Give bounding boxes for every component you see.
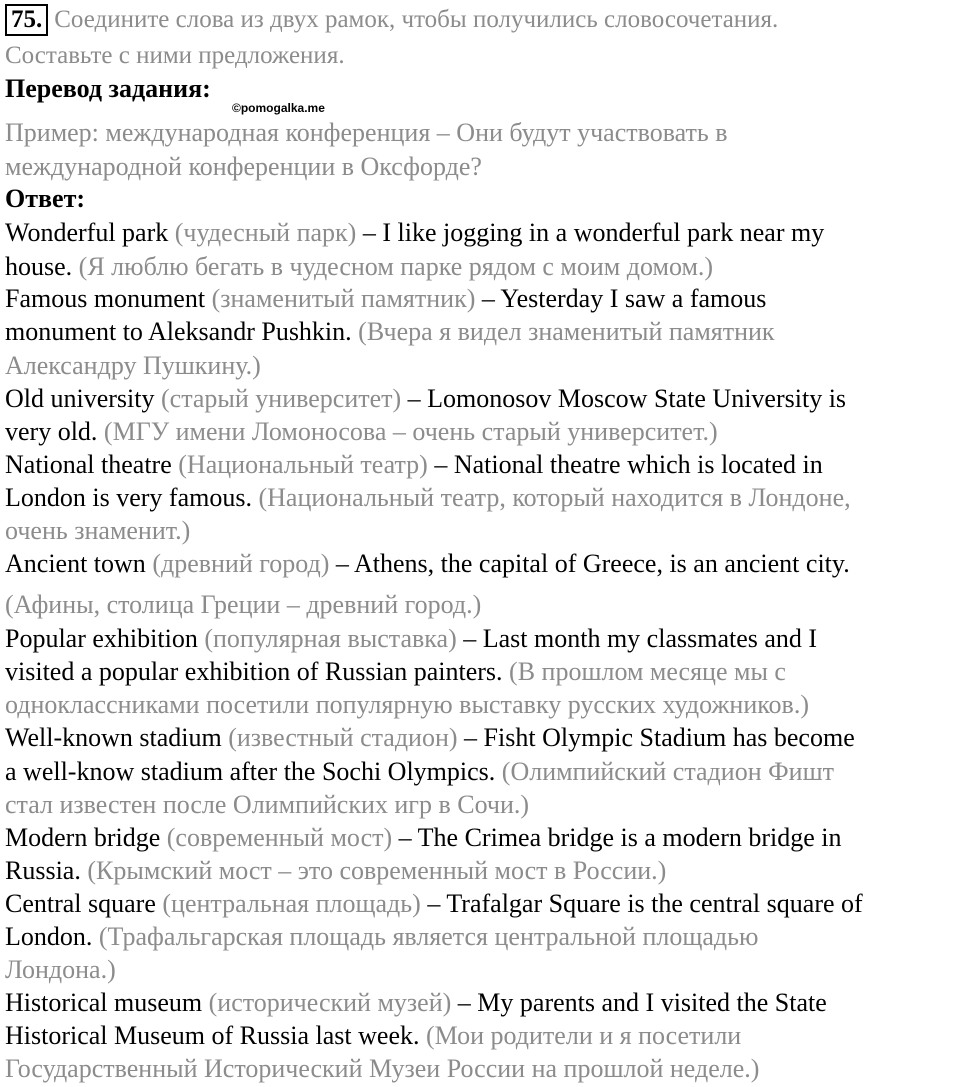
answer-4-line-2 (5, 482, 851, 514)
sentence-en: very old. (5, 417, 98, 446)
answer-1-line-1 (5, 217, 824, 249)
answer-4-line-3: очень знаменит.) (5, 516, 191, 545)
answer-9-line-1 (5, 888, 863, 920)
sentence-en: – Lomonosov Moscow State University is (407, 384, 847, 413)
task-text: Соедините слова из двух рамок, чтобы получились словосочетания. (54, 6, 779, 33)
sentence-en: a well-know stadium after the Sochi Olympics. (5, 757, 496, 786)
sentence-en: – Yesterday I saw a famous (481, 284, 767, 313)
phrase-en: Historical museum (5, 988, 203, 1017)
answer-6-line-1 (5, 623, 817, 655)
answer-1-line-2 (5, 251, 713, 283)
answer-3-line-2 (5, 416, 718, 448)
phrase-ru: (старый университет) (161, 384, 402, 413)
example-line-2: международной конференции в Оксфорде? (5, 152, 482, 181)
answer-9-line-2 (5, 921, 758, 953)
sentence-en: – The Crimea bridge is a modern bridge in (398, 823, 842, 852)
phrase-ru: (исторический музей) (208, 988, 452, 1017)
sentence-ru: (МГУ имени Ломоносова – очень старый университет.) (103, 417, 718, 446)
example-line-1: Пример: международная конференция – Они будут участвовать в (5, 118, 728, 147)
sentence-ru: (В прошлом месяце мы с (509, 657, 786, 686)
phrase-en: National theatre (5, 450, 172, 479)
phrase-en: Popular exhibition (5, 624, 198, 653)
task-line-1 (5, 4, 778, 36)
phrase-en: Old university (5, 384, 155, 413)
answer-10-line-3: Государственный Исторический Музеи России на прошлой неделе.) (5, 1054, 760, 1083)
answer-5-line-2: (Афины, столица Греции – древний город.) (5, 590, 482, 619)
task-line-2: Составьте с ними предложения. (5, 42, 345, 69)
sentence-ru: (Мои родители и я посетили (426, 1021, 742, 1050)
watermark: ©pomogalka.me (232, 101, 325, 115)
sentence-en: Russia. (5, 856, 81, 885)
sentence-ru: (Трафальгарская площадь является центральной площадью (98, 922, 759, 951)
answer-7-line-3: стал известен после Олимпийских игр в Сочи.) (5, 790, 530, 819)
answer-3-line-1 (5, 383, 846, 415)
sentence-en: Historical Museum of Russia last week. (5, 1021, 420, 1050)
answer-10-line-1 (5, 987, 827, 1019)
sentence-en: – Trafalgar Square is the central square of (427, 889, 863, 918)
sentence-en: visited a popular exhibition of Russian painters. (5, 657, 503, 686)
sentence-en: – National theatre which is located in (434, 450, 823, 479)
phrase-ru: (центральная площадь) (162, 889, 421, 918)
answer-7-line-2 (5, 756, 834, 788)
phrase-en: Ancient town (5, 549, 146, 578)
phrase-en: Central square (5, 889, 156, 918)
phrase-en: Modern bridge (5, 823, 161, 852)
answer-5-line-1 (5, 548, 850, 580)
sentence-en: – My parents and I visited the State (457, 988, 827, 1017)
sentence-ru: (Вчера я видел знаменитый памятник (358, 317, 775, 346)
phrase-ru: (чудесный парк) (174, 218, 357, 247)
phrase-ru: (современный мост) (166, 823, 393, 852)
answer-heading: Ответ: (5, 184, 86, 213)
phrase-ru: (Национальный театр) (178, 450, 428, 479)
sentence-ru: (Я люблю бегать в чудесном парке рядом с моим домом.) (78, 252, 714, 281)
answer-2-line-2 (5, 316, 775, 348)
answer-8-line-1 (5, 822, 842, 854)
translation-heading: Перевод задания: (5, 74, 211, 103)
sentence-en: London. (5, 922, 93, 951)
phrase-en: Well-known stadium (5, 723, 222, 752)
phrase-ru: (древний город) (152, 549, 330, 578)
sentence-en: – Fisht Olympic Stadium has become (464, 723, 855, 752)
phrase-en: Wonderful park (5, 218, 169, 247)
sentence-ru: (Национальный театр, который находится в Лондоне, (258, 483, 851, 512)
sentence-en: – I like jogging in a wonderful park near my (362, 218, 825, 247)
sentence-ru: (Крымский мост – это современный мост в России.) (87, 856, 667, 885)
answer-9-line-3: Лондона.) (5, 955, 116, 984)
phrase-en: Famous monument (5, 284, 206, 313)
phrase-ru: (известный стадион) (228, 723, 458, 752)
answer-6-line-3: одноклассниками посетили популярную выставку русских художников.) (5, 690, 809, 719)
answer-2-line-1 (5, 283, 766, 315)
task-number: 75. (5, 4, 48, 36)
answer-2-line-3: Александру Пушкину.) (5, 351, 261, 380)
sentence-en: London is very famous. (5, 483, 252, 512)
answer-4-line-1 (5, 449, 823, 481)
phrase-ru: (знаменитый памятник) (211, 284, 476, 313)
answer-6-line-2 (5, 656, 786, 688)
sentence-ru: (Олимпийский стадион Фишт (501, 757, 834, 786)
phrase-ru: (популярная выставка) (204, 624, 457, 653)
sentence-en: monument to Aleksandr Pushkin. (5, 317, 352, 346)
sentence-en: – Last month my classmates and I (463, 624, 818, 653)
answer-10-line-2 (5, 1020, 741, 1052)
answer-8-line-2 (5, 855, 666, 887)
sentence-en: – Athens, the capital of Greece, is an ancient city. (335, 549, 850, 578)
sentence-en: house. (5, 252, 73, 281)
answer-7-line-1 (5, 722, 855, 754)
